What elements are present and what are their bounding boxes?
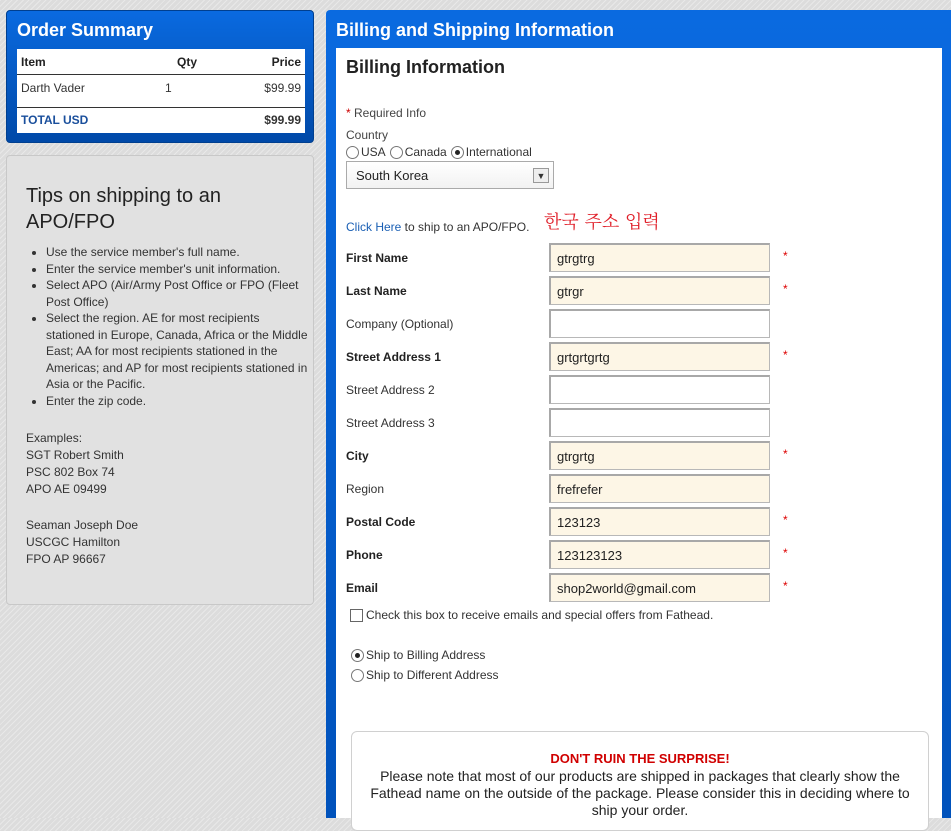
required-star: * <box>346 106 351 120</box>
radio-ship-billing[interactable] <box>351 649 364 662</box>
apo-text: to ship to an APO/FPO. <box>401 220 530 234</box>
tips-list <box>26 244 311 409</box>
example-2 <box>26 517 138 568</box>
optin-checkbox[interactable] <box>350 609 363 622</box>
radio-label: Canada <box>404 145 447 159</box>
item-qty: 1 <box>165 81 172 95</box>
country-option-canada[interactable] <box>390 145 447 159</box>
apo-link[interactable]: Click Here <box>346 220 402 234</box>
required-star: * <box>783 282 788 296</box>
chevron-down-icon[interactable]: ▼ <box>533 168 549 183</box>
postal-code-input[interactable] <box>549 507 770 536</box>
radio-international[interactable] <box>451 146 464 159</box>
col-item-header: Item <box>21 55 46 69</box>
region-row <box>336 474 942 504</box>
email-optin[interactable] <box>350 608 713 622</box>
example-line: Seaman Joseph Doe <box>26 518 139 532</box>
country-radio-group <box>346 142 536 162</box>
postal-code-row <box>336 507 942 537</box>
example-1 <box>26 430 124 498</box>
radio-usa[interactable] <box>346 146 359 159</box>
street1-row <box>336 342 942 372</box>
country-option-usa[interactable] <box>346 145 386 159</box>
order-summary-table <box>17 49 305 133</box>
country-select[interactable] <box>346 161 554 189</box>
region-label: Region <box>346 482 385 496</box>
radio-ship-different[interactable] <box>351 669 364 682</box>
country-select-value: South Korea <box>356 168 429 183</box>
phone-label: Phone <box>346 548 383 562</box>
surprise-notice <box>351 731 929 831</box>
first-name-row <box>336 243 942 273</box>
last-name-label: Last Name <box>346 284 407 298</box>
required-star: * <box>783 579 788 593</box>
ship-billing-label: Ship to Billing Address <box>366 648 486 662</box>
street1-input[interactable] <box>549 342 770 371</box>
street2-input[interactable] <box>549 375 770 404</box>
country-option-international[interactable] <box>451 145 532 159</box>
country-label: Country <box>346 128 389 142</box>
list-item: • Use the service member's full name. <box>46 244 311 261</box>
total-row <box>17 109 305 133</box>
phone-row <box>336 540 942 570</box>
radio-label: USA <box>361 145 386 159</box>
postal-code-label: Postal Code <box>346 515 416 529</box>
table-row <box>17 76 305 108</box>
company-input[interactable] <box>549 309 770 338</box>
item-price: $99.99 <box>264 81 301 95</box>
billing-form <box>336 48 942 818</box>
street1-label: Street Address 1 <box>346 350 441 364</box>
city-input[interactable] <box>549 441 770 470</box>
last-name-input[interactable] <box>549 276 770 305</box>
surprise-heading: DON'T RUIN THE SURPRISE! <box>550 751 730 766</box>
required-star: * <box>783 348 788 362</box>
street2-row <box>336 375 942 405</box>
street2-label: Street Address 2 <box>346 383 435 397</box>
required-info-note <box>346 106 426 120</box>
example-line: APO AE 09499 <box>26 482 107 496</box>
korean-annotation: 한국 주소 입력 <box>544 212 660 233</box>
example-line: USCGC Hamilton <box>26 535 121 549</box>
region-input[interactable] <box>549 474 770 503</box>
company-label: Company (Optional) <box>346 317 454 331</box>
city-row <box>336 441 942 471</box>
radio-canada[interactable] <box>390 146 403 159</box>
apo-line <box>346 220 529 234</box>
list-item: • Select the region. AE for most recipients stationed in Europe, Canada, Africa or the Middle East; AA for most recipients stationed in the Americas; and AP for most recipients stationed in Asia or the Pacific. <box>46 310 311 393</box>
first-name-label: First Name <box>346 251 409 265</box>
total-price: $99.99 <box>264 113 301 127</box>
table-header <box>17 49 305 75</box>
required-star: * <box>783 447 788 461</box>
required-star: * <box>783 513 788 527</box>
last-name-row <box>336 276 942 306</box>
surprise-body: Please note that most of our products are shipped in packages that clearly show the Fathead name on the outside of the package. Please consider this in deciding where to ship your order. <box>370 768 910 818</box>
panel-title: Billing and Shipping Information <box>336 20 614 40</box>
billing-shipping-panel <box>326 10 951 818</box>
tips-title: Tips on shipping to an APO/FPO <box>26 185 221 233</box>
first-name-input[interactable] <box>549 243 770 272</box>
city-label: City <box>346 449 369 463</box>
apo-tips-panel <box>6 155 314 605</box>
street3-input[interactable] <box>549 408 770 437</box>
list-item: • Enter the zip code. <box>46 393 311 410</box>
order-summary-title: Order Summary <box>17 20 154 40</box>
list-item: • Enter the service member's unit information. <box>46 261 311 278</box>
examples-label: Examples: <box>26 431 83 445</box>
example-line: SGT Robert Smith <box>26 448 124 462</box>
required-text: Required Info <box>350 106 427 120</box>
col-qty-header: Qty <box>177 55 198 69</box>
list-item: • Select APO (Air/Army Post Office or FPO (Fleet Post Office) <box>46 277 311 310</box>
optin-label: Check this box to receive emails and special offers from Fathead. <box>366 608 714 622</box>
phone-input[interactable] <box>549 540 770 569</box>
ship-different-option[interactable] <box>351 668 499 682</box>
required-star: * <box>783 249 788 263</box>
item-name: Darth Vader <box>21 81 85 95</box>
company-row <box>336 309 942 339</box>
email-input[interactable] <box>549 573 770 602</box>
example-line: FPO AP 96667 <box>26 552 106 566</box>
col-price-header: Price <box>271 55 301 69</box>
radio-label: International <box>465 145 532 159</box>
section-title: Billing Information <box>346 57 505 77</box>
required-star: * <box>783 546 788 560</box>
ship-different-label: Ship to Different Address <box>366 668 499 682</box>
ship-billing-option[interactable] <box>351 648 485 662</box>
email-label: Email <box>346 581 379 595</box>
street3-label: Street Address 3 <box>346 416 435 430</box>
total-label: TOTAL USD <box>21 113 89 127</box>
order-summary-panel <box>6 10 314 143</box>
email-row <box>336 573 942 603</box>
example-line: PSC 802 Box 74 <box>26 465 115 479</box>
street3-row <box>336 408 942 438</box>
